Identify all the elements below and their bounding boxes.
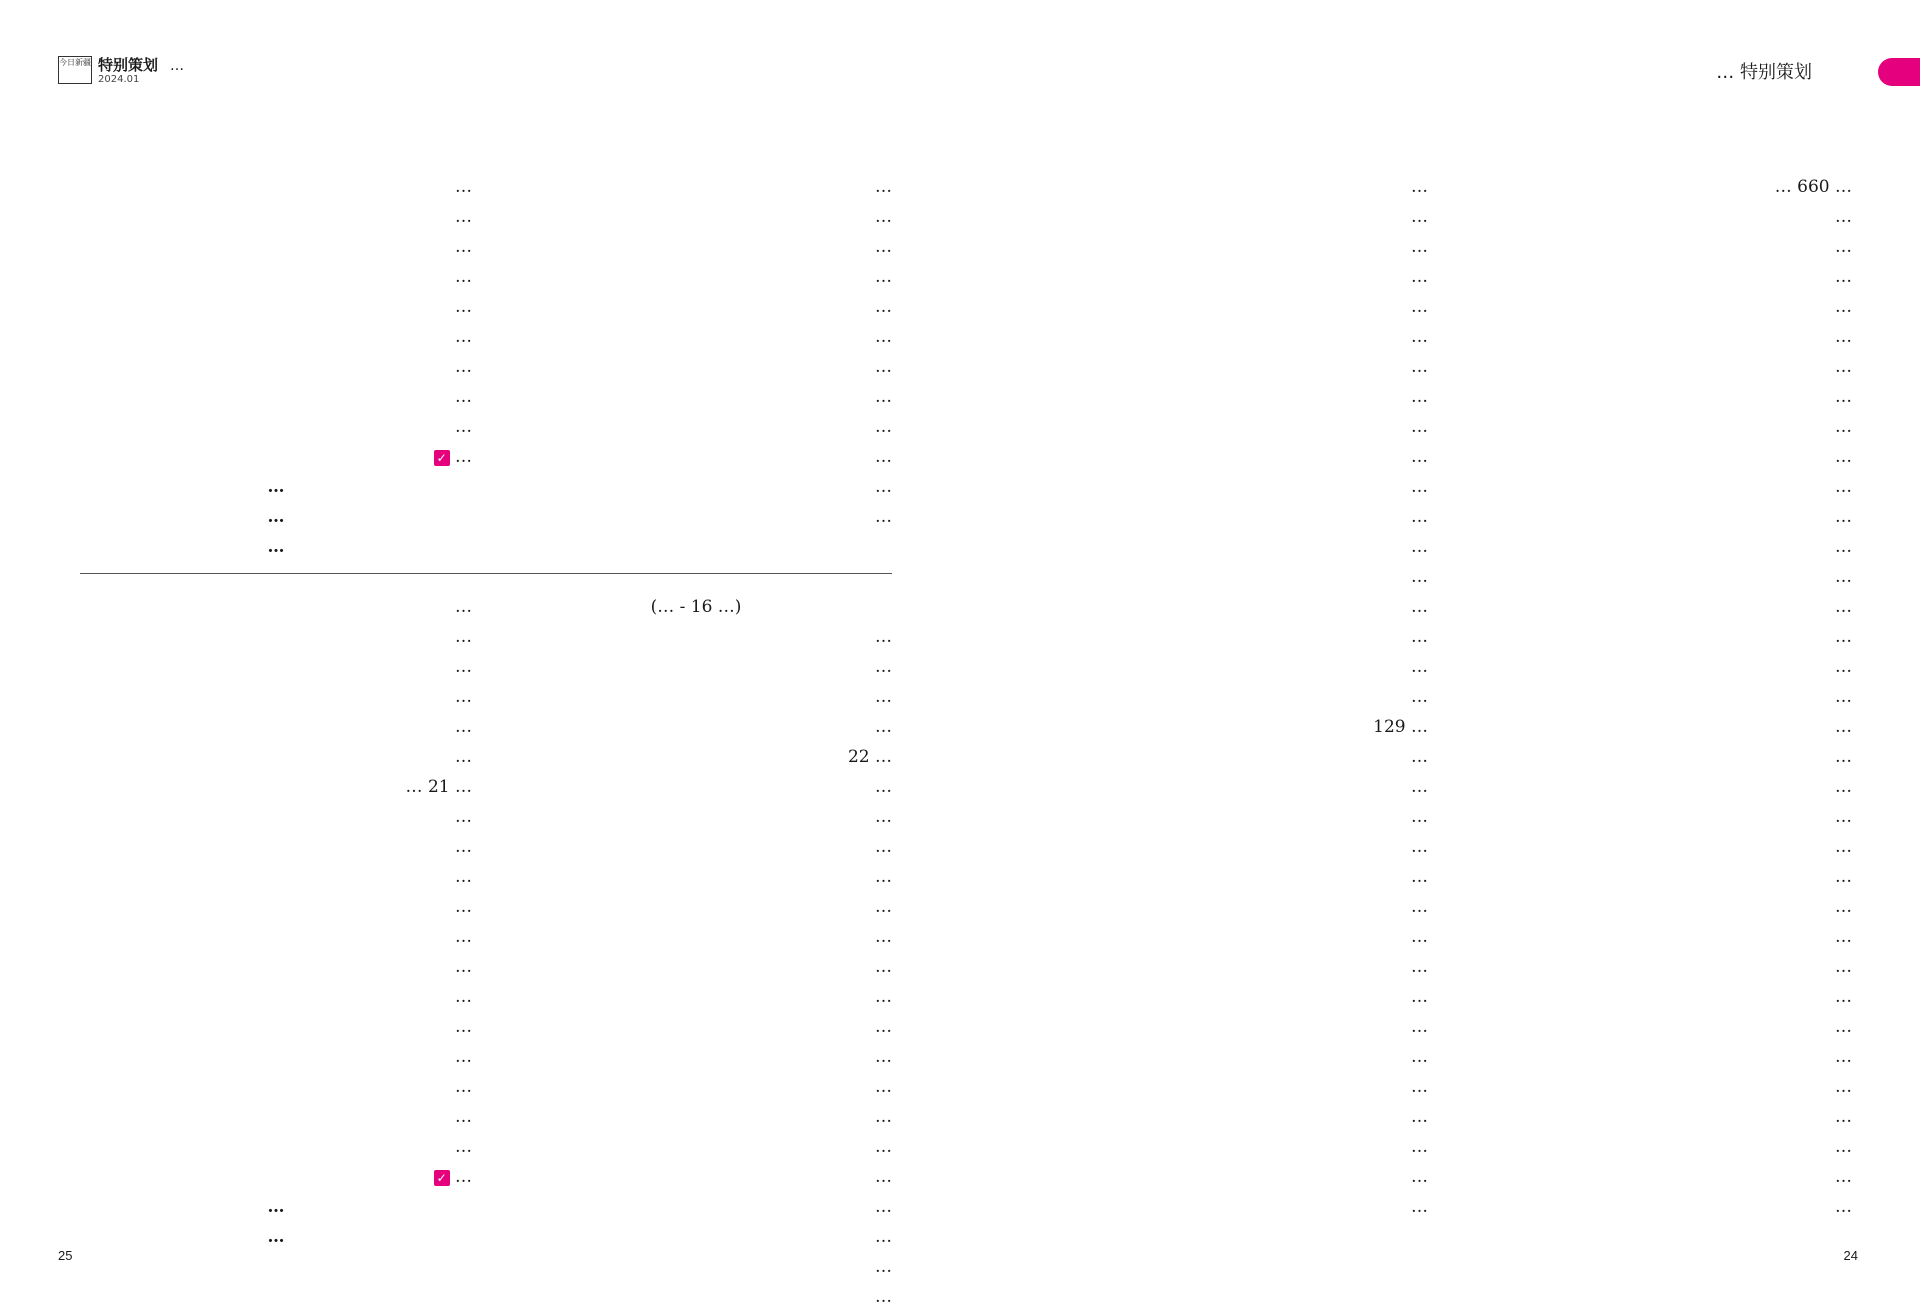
body-text-line: … bbox=[875, 507, 892, 527]
body-text-line: … bbox=[455, 1017, 472, 1037]
body-text-line: … 21 … bbox=[405, 777, 472, 797]
header-left-section-title: … bbox=[170, 58, 184, 74]
body-text-line: … bbox=[875, 1107, 892, 1127]
author-credit: … bbox=[267, 1197, 285, 1217]
body-text-line: … bbox=[1835, 387, 1852, 407]
author-credit: … bbox=[267, 537, 285, 557]
body-text-line: … bbox=[875, 267, 892, 287]
body-text-line: … bbox=[1411, 867, 1428, 887]
body-text-line: … bbox=[875, 387, 892, 407]
section-divider bbox=[80, 573, 892, 574]
body-text-line: … bbox=[875, 1137, 892, 1157]
body-text-line: … bbox=[455, 657, 472, 677]
body-text-line: … bbox=[1411, 447, 1428, 467]
magazine-title-block bbox=[98, 56, 278, 86]
body-text-line: … bbox=[455, 807, 472, 827]
body-text-line: … bbox=[1411, 1047, 1428, 1067]
body-text-line: … bbox=[455, 387, 472, 407]
body-text-line: … bbox=[875, 477, 892, 497]
body-text-line: … bbox=[875, 657, 892, 677]
body-text-line: … bbox=[875, 1257, 892, 1277]
body-text-line: … bbox=[875, 1287, 892, 1307]
body-text-line: … bbox=[875, 237, 892, 257]
body-text-line: … bbox=[1835, 1107, 1852, 1127]
body-text-line: … bbox=[1411, 1017, 1428, 1037]
body-text-line: … bbox=[455, 267, 472, 287]
body-text-line: … bbox=[1411, 1197, 1428, 1217]
body-text-line: … bbox=[875, 987, 892, 1007]
body-text-line: … bbox=[455, 957, 472, 977]
body-text-line: … bbox=[875, 837, 892, 857]
body-text-line: … bbox=[455, 717, 472, 737]
body-text-line: … bbox=[1411, 987, 1428, 1007]
body-text-line: … 129 bbox=[1373, 717, 1428, 737]
body-text-line: … bbox=[1411, 927, 1428, 947]
body-text-line: … bbox=[1835, 537, 1852, 557]
body-text-line: … bbox=[455, 207, 472, 227]
body-text-line: … ✓ bbox=[80, 1162, 472, 1192]
issue-date: 2024.01 bbox=[98, 74, 140, 85]
body-text-line: … bbox=[1835, 297, 1852, 317]
body-text-line: … bbox=[1835, 507, 1852, 527]
body-text-line: … bbox=[455, 897, 472, 917]
body-text-line: … bbox=[875, 357, 892, 377]
body-text-line: … bbox=[875, 1047, 892, 1067]
body-text-line: … bbox=[1835, 657, 1852, 677]
body-text-line: … bbox=[1411, 297, 1428, 317]
body-text-line: … bbox=[875, 1017, 892, 1037]
body-text-line: … bbox=[1835, 837, 1852, 857]
body-text-line: … bbox=[1411, 657, 1428, 677]
body-text-line: … bbox=[1835, 627, 1852, 647]
header-right-section-title: 特别策划 … bbox=[1716, 62, 1812, 83]
body-text-line: … bbox=[1835, 447, 1852, 467]
body-text-line: … bbox=[1411, 537, 1428, 557]
body-text-line: … bbox=[1411, 267, 1428, 287]
magazine-section: 特别策划 bbox=[98, 56, 159, 74]
body-text-line: … bbox=[455, 177, 472, 197]
body-text-line: … bbox=[1411, 627, 1428, 647]
body-text-line: … bbox=[1835, 237, 1852, 257]
right-page-column-left bbox=[1024, 172, 1428, 1222]
body-text-line: … bbox=[1835, 417, 1852, 437]
left-page-bottom-left-column bbox=[80, 592, 472, 1252]
body-text-line: … bbox=[455, 747, 472, 767]
body-text-line: … bbox=[455, 1047, 472, 1067]
body-text-line: … bbox=[1411, 837, 1428, 857]
section-tab-marker bbox=[1878, 58, 1920, 86]
body-text-line: … bbox=[1835, 957, 1852, 977]
left-page-bottom-right-column bbox=[500, 592, 892, 1312]
left-page-top-left-column bbox=[80, 172, 472, 562]
header-right bbox=[1510, 50, 1870, 83]
body-text-line: … bbox=[1835, 477, 1852, 497]
body-text-line: … bbox=[875, 1077, 892, 1097]
body-text-line: … bbox=[1835, 987, 1852, 1007]
body-text-line: … bbox=[1835, 807, 1852, 827]
body-text-line: … bbox=[1411, 357, 1428, 377]
author-credit: … bbox=[267, 1227, 285, 1247]
body-text-line: … ✓ bbox=[80, 442, 472, 472]
body-text-line: … bbox=[455, 1077, 472, 1097]
body-text-line: … bbox=[455, 327, 472, 347]
body-text-line: … bbox=[875, 957, 892, 977]
body-text-line: … bbox=[875, 687, 892, 707]
body-text-line: … bbox=[1835, 1167, 1852, 1187]
body-text-line: … bbox=[1835, 927, 1852, 947]
body-text-line: … bbox=[1411, 777, 1428, 797]
body-text-line: … bbox=[875, 627, 892, 647]
body-text-line: … bbox=[455, 687, 472, 707]
body-text-line: … bbox=[1835, 207, 1852, 227]
article-end-icon: ✓ bbox=[434, 450, 450, 466]
body-text-line: … 22 bbox=[847, 747, 892, 767]
body-text-line: … bbox=[875, 867, 892, 887]
body-text-line: … bbox=[455, 627, 472, 647]
magazine-logo: 今日新疆 bbox=[58, 56, 92, 84]
body-text-line: … bbox=[455, 357, 472, 377]
body-text-line: … bbox=[1835, 1197, 1852, 1217]
body-text-line: … bbox=[455, 867, 472, 887]
body-text-line: … bbox=[1835, 567, 1852, 587]
body-text-line: … bbox=[1835, 747, 1852, 767]
body-text-line: … bbox=[1411, 177, 1428, 197]
body-text-line: … bbox=[875, 447, 892, 467]
body-text-line: … bbox=[875, 297, 892, 317]
body-text-line: … bbox=[1835, 1047, 1852, 1067]
body-text-line: … bbox=[1835, 597, 1852, 617]
body-text-line: … bbox=[875, 777, 892, 797]
author-credit: … bbox=[267, 477, 285, 497]
body-text-line: … bbox=[1835, 717, 1852, 737]
body-text-line: … bbox=[875, 417, 892, 437]
body-text-line: … bbox=[455, 987, 472, 1007]
body-text-line: … bbox=[1411, 237, 1428, 257]
body-text-line: … bbox=[1411, 387, 1428, 407]
body-text-line: … bbox=[1835, 357, 1852, 377]
body-text-line: … bbox=[455, 237, 472, 257]
body-text-line: … bbox=[455, 837, 472, 857]
body-text-line: … bbox=[1835, 1137, 1852, 1157]
body-text-line: (… 16 - …) bbox=[650, 597, 742, 617]
body-text-line: … bbox=[1835, 327, 1852, 347]
body-text-line: … bbox=[1411, 747, 1428, 767]
page-number-right: 24 bbox=[1843, 1248, 1858, 1263]
body-text-line: … bbox=[1411, 417, 1428, 437]
body-text-line: … bbox=[875, 807, 892, 827]
body-text-line: … bbox=[1411, 1137, 1428, 1157]
body-text-line: … bbox=[1411, 897, 1428, 917]
body-text-line: … bbox=[1835, 1017, 1852, 1037]
body-text-line: … bbox=[1411, 687, 1428, 707]
body-text-line: … bbox=[1835, 1077, 1852, 1097]
body-text-line: … bbox=[1411, 327, 1428, 347]
body-text-line: … bbox=[875, 207, 892, 227]
body-text-line: … bbox=[875, 897, 892, 917]
body-text-line: … bbox=[1411, 507, 1428, 527]
body-text-line: … bbox=[455, 1137, 472, 1157]
body-text-line: … bbox=[875, 717, 892, 737]
body-text-line: … 660 … bbox=[1774, 177, 1852, 197]
body-text-line: … bbox=[875, 1167, 892, 1187]
body-text-line: … bbox=[1835, 897, 1852, 917]
body-text-line: … bbox=[1411, 1167, 1428, 1187]
body-text-line: … bbox=[455, 417, 472, 437]
author-credit: … bbox=[267, 507, 285, 527]
body-text-line: … bbox=[455, 597, 472, 617]
body-text-line: … bbox=[875, 1227, 892, 1247]
body-text-line: … bbox=[1411, 807, 1428, 827]
body-text-line: … bbox=[455, 297, 472, 317]
body-text-line: … bbox=[455, 927, 472, 947]
body-text-line: … bbox=[875, 327, 892, 347]
body-text-line: … bbox=[455, 1107, 472, 1127]
body-text-line: … bbox=[1835, 777, 1852, 797]
body-text-line: … bbox=[1411, 597, 1428, 617]
body-text-line: … bbox=[875, 1197, 892, 1217]
body-text-line: … bbox=[1835, 867, 1852, 887]
body-text-line: … bbox=[1411, 1107, 1428, 1127]
body-text-line: … bbox=[1411, 207, 1428, 227]
body-text-line: … bbox=[875, 927, 892, 947]
body-text-line: … bbox=[1411, 957, 1428, 977]
article-end-icon: ✓ bbox=[434, 1170, 450, 1186]
body-text-line: … bbox=[1411, 1077, 1428, 1097]
left-page-top-right-column bbox=[500, 172, 892, 532]
body-text-line: … bbox=[1835, 687, 1852, 707]
body-text-line: … bbox=[1411, 477, 1428, 497]
body-text-line: … bbox=[875, 177, 892, 197]
page-number-left: 25 bbox=[58, 1248, 73, 1263]
body-text-line: … bbox=[1411, 567, 1428, 587]
body-text-line: … bbox=[1835, 267, 1852, 287]
right-page-column-right bbox=[1448, 172, 1852, 1222]
